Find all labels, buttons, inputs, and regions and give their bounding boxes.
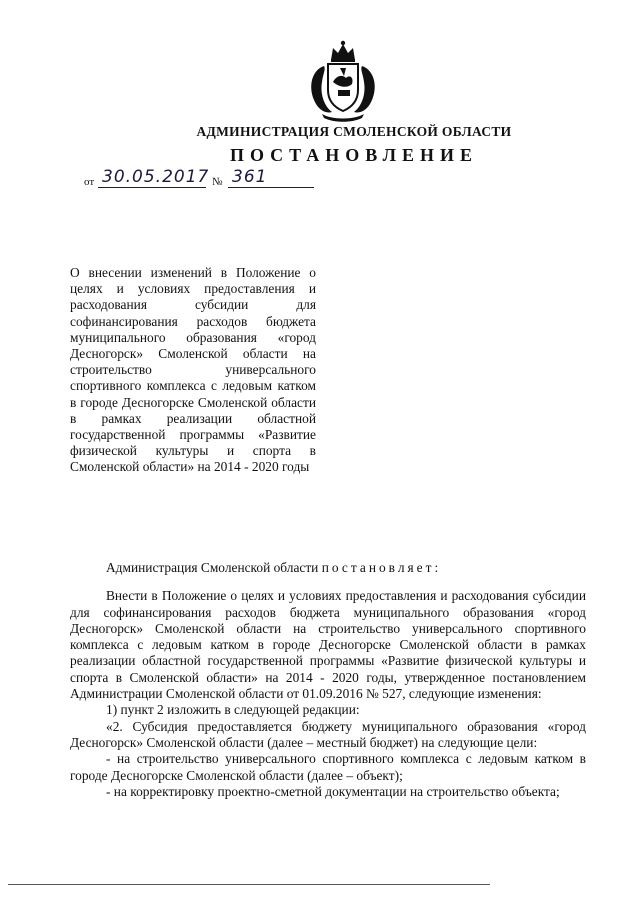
document-subject: О внесении изменений в Положение о целях и условиях предоставления и расходования субсидии для софинансирования расходов бюджета муниципального образования «город Десногорск» Смоленской области на строительство универсального спортивного комплекса с ледовым катком в городе Десногорске Смоленской области в рамках реализации областной государственной программы «Развитие физической культуры и спорта в Смоленской области» на 2014 - 2020 годы [70, 265, 316, 475]
handwritten-number: 361 [232, 167, 268, 187]
paragraph-1: Внести в Положение о целях и условиях предоставления и расходования субсидии для софинансирования расходов бюджета муниципального образования «город Десногорск» Смоленской области на строительство универсального спортивного комплекса с ледовым катком в городе Десногорске Смоленской области в рамках реализации областной государственной программы «Развитие физической культуры и спорта в Смоленской области» на 2014 - 2020 годы, утвержденное постановлением Администрации Смоленской области от 01.09.2016 № 527, следующие изменения: [70, 588, 586, 702]
organization-title: АДМИНИСТРАЦИЯ СМОЛЕНСКОЙ ОБЛАСТИ [196, 124, 512, 139]
paragraph-2: 1) пункт 2 изложить в следующей редакции: [106, 702, 360, 718]
handwritten-date: 30.05.2017 [102, 167, 210, 187]
number-label: № [212, 176, 223, 188]
paragraph-3: «2. Субсидия предоставляется бюджету муниципального образования «город Десногорск» Смоленской области (далее – местный бюджет) на следующие цели: [70, 718, 586, 750]
paragraph-4: - на строительство универсального спортивного комплекса с ледовым катком в городе Десногорске Смоленской области (далее – объект); [70, 751, 586, 783]
footer-divider [8, 884, 490, 885]
document-type-heading: ПОСТАНОВЛЕНИЕ [229, 145, 479, 165]
date-number-line [84, 168, 324, 190]
date-underline [98, 187, 206, 188]
coat-of-arms-emblem [302, 38, 384, 124]
date-from-label: от [84, 176, 95, 188]
document-body [70, 560, 586, 800]
number-underline [228, 187, 314, 188]
preamble-verb: постановляет: [321, 560, 442, 575]
preamble [70, 560, 586, 576]
preamble-text: Администрация Смоленской области [106, 560, 319, 575]
paragraph-5: - на корректировку проектно-сметной документации на строительство объекта; [106, 783, 560, 799]
